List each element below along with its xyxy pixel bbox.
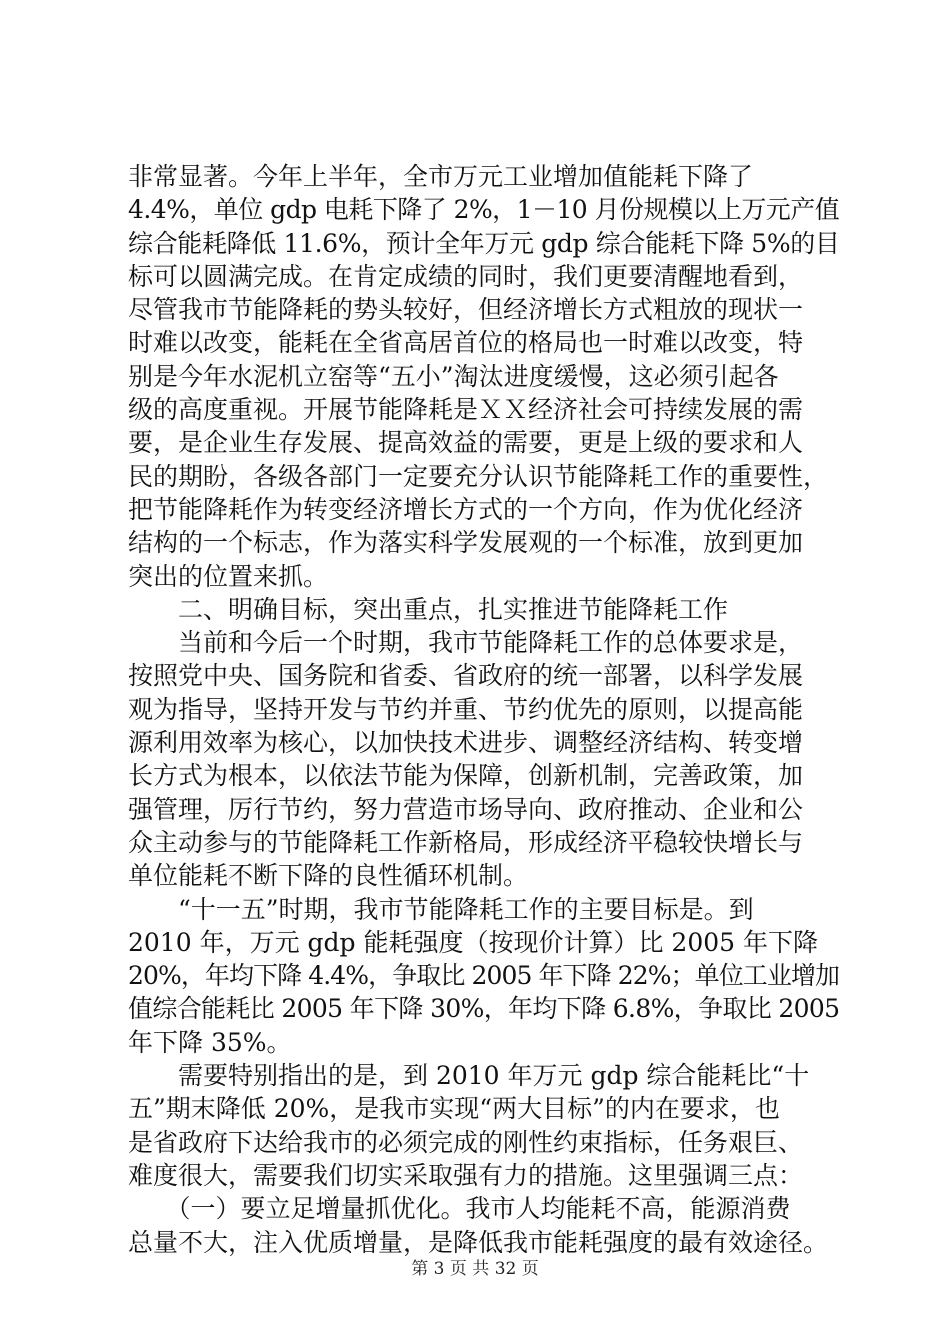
text-line: 要，是企业生存发展、提高效益的需要，更是上级的要求和人 bbox=[128, 428, 804, 458]
text-line: 值综合能耗比 2005 年下降 30%，年均下降 6.8%，争取比 2005 bbox=[128, 994, 840, 1024]
text-line: 五”期末降低 20%，是我市实现“两大目标”的内在要求，也 bbox=[128, 1094, 780, 1124]
text-line: 时难以改变，能耗在全省高居首位的格局也一时难以改变，特 bbox=[128, 328, 804, 358]
body-text bbox=[128, 160, 840, 1259]
text-line: 把节能降耗作为转变经济增长方式的一个方向，作为优化经济 bbox=[128, 494, 804, 524]
text-line: 按照党中央、国务院和省委、省政府的统一部署，以科学发展 bbox=[128, 661, 804, 691]
text-line: 观为指导，坚持开发与节约并重、节约优先的原则，以提高能 bbox=[128, 694, 804, 724]
text-line: 众主动参与的节能降耗工作新格局，形成经济平稳较快增长与 bbox=[128, 827, 804, 857]
text-line: （一）要立足增量抓优化。我市人均能耗不高，能源消费 bbox=[128, 1194, 791, 1224]
text-line: 非常显著。今年上半年，全市万元工业增加值能耗下降了 bbox=[128, 162, 754, 191]
text-line: 总量不大，注入优质增量，是降低我市能耗强度的最有效途径。 bbox=[128, 1227, 829, 1257]
text-line: 长方式为根本，以依法节能为保障，创新机制，完善政策，加 bbox=[128, 761, 804, 791]
page-footer: 第 3 页 共 32 页 bbox=[411, 1259, 539, 1279]
text-line: 二、明确目标，突出重点，扎实推进节能降耗工作 bbox=[128, 594, 729, 624]
text-line: 尽管我市节能降耗的势头较好，但经济增长方式粗放的现状一 bbox=[128, 295, 804, 325]
text-line: 源利用效率为核心，以加快技术进步、调整经济结构、转变增 bbox=[128, 728, 804, 758]
text-line: 单位能耗不断下降的良性循环机制。 bbox=[128, 861, 529, 891]
text-line: 4.4%，单位 gdp 电耗下降了 2%，1－10 月份规模以上万元产值 bbox=[128, 195, 840, 225]
text-line: 当前和今后一个时期，我市节能降耗工作的总体要求是， bbox=[128, 628, 804, 658]
text-line: 综合能耗降低 11.6%，预计全年万元 gdp 综合能耗下降 5%的目 bbox=[128, 228, 840, 258]
text-line: “十一五”时期，我市节能降耗工作的主要目标是。到 bbox=[128, 894, 754, 924]
text-line: 2010 年，万元 gdp 能耗强度（按现价计算）比 2005 年下降 bbox=[128, 927, 818, 957]
text-line: 强管理，厉行节约，努力营造市场导向、政府推动、企业和公 bbox=[128, 794, 804, 824]
text-line: 级的高度重视。开展节能降耗是ＸＸ经济社会可持续发展的需 bbox=[128, 395, 804, 425]
text-line: 突出的位置来抓。 bbox=[128, 561, 329, 591]
text-line: 标可以圆满完成。在肯定成绩的同时，我们更要清醒地看到， bbox=[128, 261, 804, 291]
text-line: 是省政府下达给我市的必须完成的刚性约束指标，任务艰巨、 bbox=[128, 1127, 804, 1157]
text-line: 年下降 35%。 bbox=[128, 1027, 292, 1057]
text-line: 难度很大，需要我们切实采取强有力的措施。这里强调三点： bbox=[128, 1160, 804, 1190]
text-line: 结构的一个标志，作为落实科学发展观的一个标准，放到更加 bbox=[128, 528, 804, 558]
text-line: 别是今年水泥机立窑等“五小”淘汰进度缓慢，这必须引起各 bbox=[128, 361, 779, 391]
text-line: 需要特别指出的是，到 2010 年万元 gdp 综合能耗比“十 bbox=[128, 1061, 810, 1091]
text-line: 民的期盼，各级各部门一定要充分认识节能降耗工作的重要性， bbox=[128, 461, 829, 491]
text-line: 20%，年均下降 4.4%，争取比 2005 年下降 22%；单位工业增加 bbox=[128, 961, 840, 991]
